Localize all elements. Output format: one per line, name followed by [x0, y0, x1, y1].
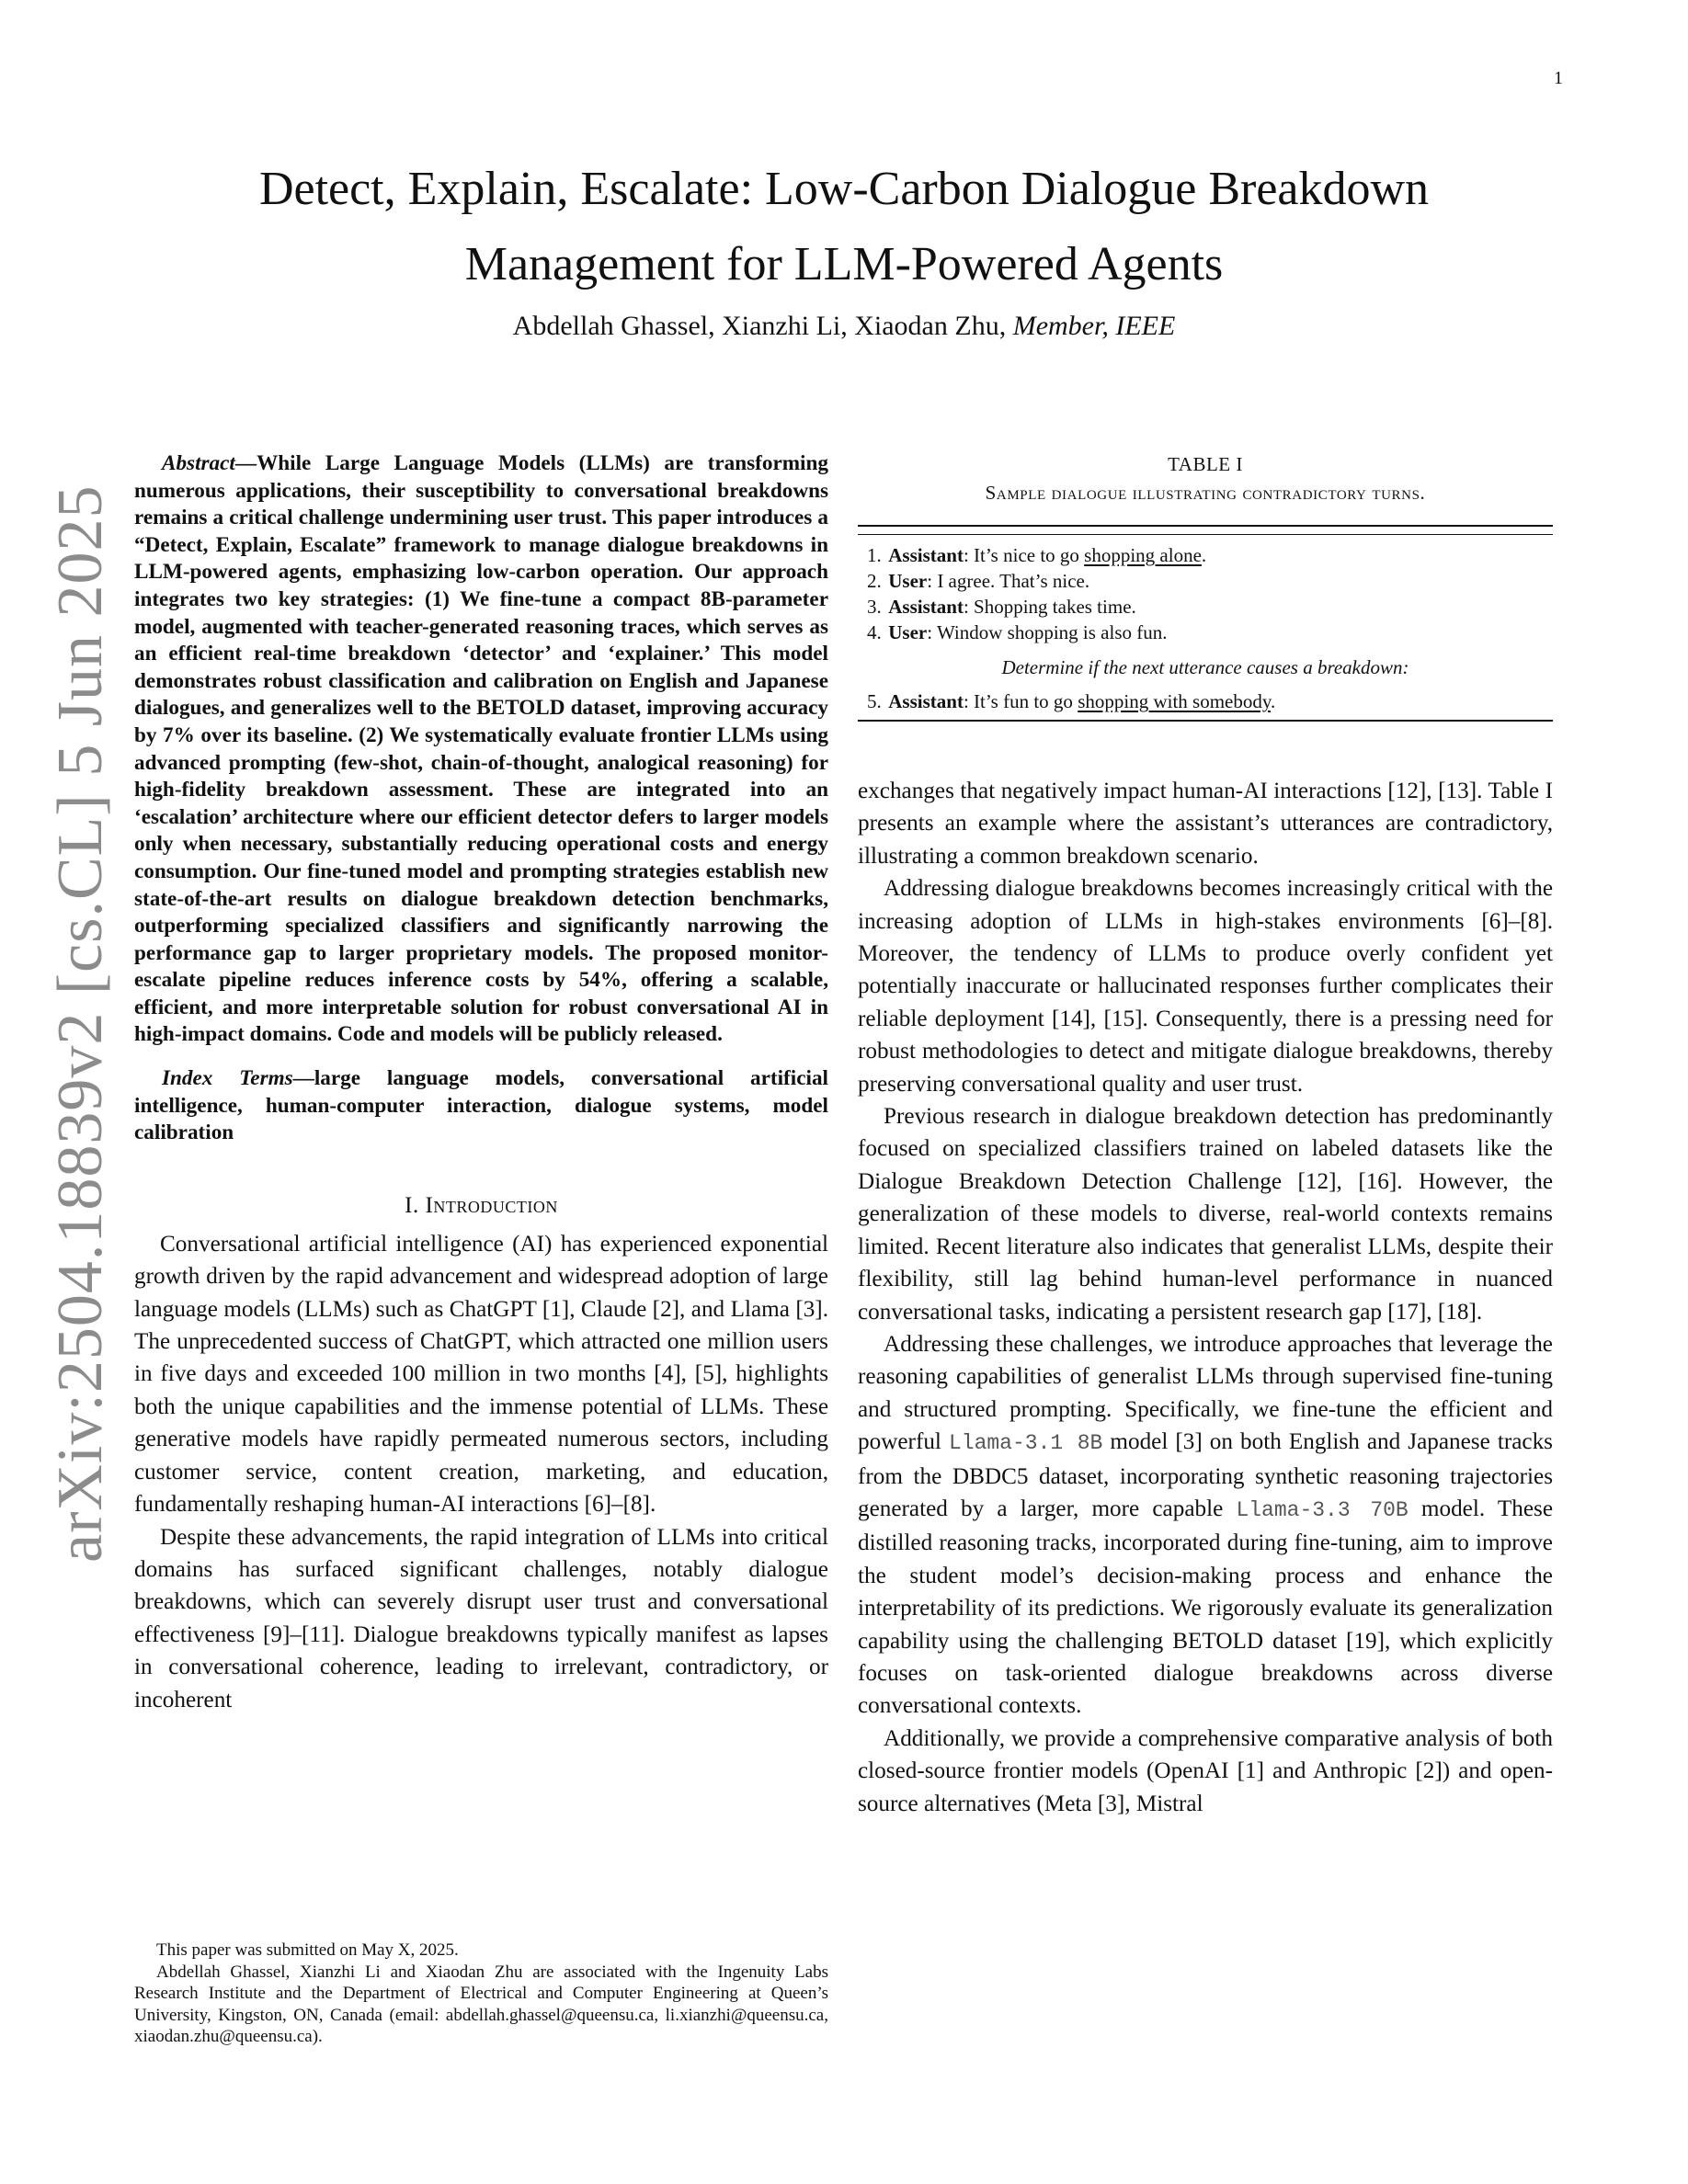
turn-number: 3.: [867, 596, 882, 618]
footnote: [134, 1939, 828, 2048]
paper-title: [165, 152, 1523, 302]
turn-highlight: shopping with somebody: [1078, 690, 1271, 712]
table-i: [858, 453, 1553, 722]
index-terms-label: Index Terms: [162, 1066, 293, 1091]
dialogue-turns: [867, 542, 1553, 645]
author-names: Abdellah Ghassel, Xianzhi Li, Xiaodan Zhu,: [512, 311, 1013, 341]
turn-number: 2.: [867, 570, 882, 592]
turn-highlight: shopping alone: [1084, 544, 1202, 566]
dialogue-turn: [867, 568, 1553, 594]
model-name-llama-70b: Llama-3.3 70B: [1236, 1497, 1409, 1522]
turn-text-end: .: [1201, 544, 1207, 566]
paragraph: Despite these advancements, the rapid integration of LLMs into critical domains has surfaced significant challenges, notably dialogue breakdowns, which can severely disrupt user trust and conversational effectiveness [9]–[11]. Dialogue breakdowns typically manifest as lapses in conversational coherence, leading to irrelevant, contradictory, or incoherent: [134, 1524, 828, 1712]
turn-text: : I agree. That’s nice.: [927, 570, 1090, 592]
paragraph: [858, 1328, 1553, 1723]
turn-speaker: Assistant: [888, 544, 964, 566]
section-rest: ntroduction: [433, 1192, 558, 1218]
text-run: Addressing these challenges, we introduce approaches that leverage the reasoning capabilities of generalist LLMs through supervised fine-tuning and structured prompting. Specifically, we fine-tune the efficient and powerful: [858, 1331, 1553, 1455]
author-membership: Member, IEEE: [1012, 311, 1176, 341]
turn-number: 4.: [867, 621, 882, 643]
table-prompt: Determine if the next utterance causes a breakdown:: [1001, 656, 1409, 678]
turn-text: : Shopping takes time.: [963, 596, 1136, 618]
turn-text: : It’s nice to go: [963, 544, 1085, 566]
dialogue-turn: [867, 542, 1553, 568]
dialogue-turn: [867, 620, 1553, 645]
index-terms-text: —large language models, conversational artificial intelligence, human-computer interaction, dialogue systems, model calibration: [134, 1066, 828, 1145]
turn-speaker: Assistant: [888, 596, 964, 618]
turn-speaker: User: [888, 621, 928, 643]
title-line-2: Management for LLM-Powered Agents: [464, 238, 1224, 290]
text-run: model. These distilled reasoning tracks, incorporated during fine-tuning, aim to improve the student model’s decision-making process and enhance the interpretability of its predictions. We rigorously evaluate its generalization capability using the challenging BETOLD dataset [19], which explicitly focuses on task-oriented dialogue breakdowns across diverse conversational contexts.: [858, 1496, 1553, 1719]
abstract-text: —While Large Language Models (LLMs) are transforming numerous applications, their susceptibility to conversational breakdowns remains a critical challenge undermining user trust. This paper introduces a “Detect, Explain, Escalate” framework to manage dialogue breakdowns in LLM-powered agents, emphasizing low-carbon operation. Our approach integrates two key strategies: (1) We fine-tune a compact 8B-parameter model, augmented with teacher-generated reasoning traces, which serves as an efficient real-time breakdown ‘detector’ and ‘explainer.’ This model demonstrates robust classification and calibration on English and Japanese dialogues, and generalizes well to the BETOLD dataset, improving accuracy by 7% over its baseline. (2) We systematically evaluate frontier LLMs using advanced prompting (few-shot, chain-of-thought, analogical reasoning) for high-fidelity breakdown assessment. These are integrated into an ‘escalation’ architecture where our efficient detector defers to larger models only when necessary, substantially reducing operational costs and energy consumption. Our fine-tuned model and prompting strategies establish new state-of-the-art results on dialogue breakdown detection benchmarks, outperforming specialized classifiers and significantly narrowing the performance gap to larger proprietary models. The proposed monitor-escalate pipeline reduces inference costs by 54%, offering a scalable, efficient, and more interpretable solution for robust conversational AI in high-impact domains. Code and models will be publicly released.: [134, 451, 828, 1047]
paragraph: Addressing dialogue breakdowns becomes increasingly critical with the increasing adoption of LLMs in high-stakes environments [6]–[8]. Moreover, the tendency of LLMs to produce overly confident yet potentially inaccurate or hallucinated responses further complicates their reliable deployment [14], [15]. Consequently, there is a pressing need for robust methodologies to detect and mitigate dialogue breakdowns, thereby preserving conversational quality and user trust.: [858, 876, 1553, 1097]
turn-speaker: User: [888, 570, 928, 592]
turn-text-end: .: [1271, 690, 1276, 712]
paragraph: Additionally, we provide a comprehensive comparative analysis of both closed-source frontier models (OpenAI [1] and Anthropic [2]) and open-source alternatives (Meta [3], Mistral: [858, 1725, 1553, 1816]
table-bottom-rule: [858, 720, 1553, 722]
section-heading-introduction: [134, 1193, 828, 1219]
paragraph: Conversational artificial intelligence (AI) has experienced exponential growth driven by the rapid advancement and widespread adoption of large language models (LLMs) such as ChatGPT [1], Claude [2], and Llama [3]. The unprecedented success of ChatGPT, which attracted one million users in five days and exceeded 100 million in two months [4], [5], highlights both the unique capabilities and the immense potential of LLMs. These generative models have rapidly permeated numerous sectors, including customer service, content creation, marketing, and education, fundamentally reshaping human-AI interactions [6]–[8].: [134, 1231, 828, 1518]
footnote-affiliation: Abdellah Ghassel, Xianzhi Li and Xiaodan Zhu are associated with the Ingenuity Labs Research Institute and the Department of Electrical and Computer Engineering at Queen’s University, Kingston, ON, Canada (email: abdellah.ghassel@queensu.ca, li.xianzhi@queensu.ca, xiaodan.zhu@queensu.ca).: [134, 1962, 828, 2047]
page-number: 1: [1554, 68, 1563, 88]
right-column: [858, 453, 1553, 1820]
section-first-letter: I: [425, 1192, 434, 1218]
text-run: model [3] on both English and Japanese tracks from the DBDC5 dataset, incorporating synthetic reasoning trajectories generated by a larger, more capable: [858, 1429, 1553, 1521]
paragraph: exchanges that negatively impact human-AI interactions [12], [13]. Table I presents an example where the assistant’s utterances are contradictory, illustrating a common breakdown scenario.: [858, 779, 1553, 869]
table-top-rule: [858, 525, 1553, 527]
index-terms: [134, 1065, 828, 1147]
arxiv-identifier-stamp: arXiv:2504.18839v2 [cs.CL] 5 Jun 2025: [45, 484, 116, 1563]
abstract-label: Abstract: [162, 451, 235, 475]
turn-number: 5.: [867, 690, 882, 712]
title-line-1: Detect, Explain, Escalate: Low-Carbon Dialogue Breakdown: [258, 163, 1430, 215]
turn-speaker: Assistant: [888, 690, 964, 712]
dialogue-final-turn: [867, 688, 1553, 714]
introduction-right-text: [858, 775, 1553, 1820]
abstract: [134, 450, 828, 1049]
section-numeral: I.: [405, 1192, 426, 1218]
left-column: [134, 450, 828, 1716]
table-caption: Sample dialogue illustrating contradictory turns.: [985, 482, 1426, 504]
turn-text: : Window shopping is also fun.: [927, 621, 1168, 643]
author-line: [165, 311, 1523, 342]
turn-text: : It’s fun to go: [963, 690, 1078, 712]
table-header-rule: [858, 534, 1553, 535]
paragraph: Previous research in dialogue breakdown detection has predominantly focused on specialized classifiers trained on labeled datasets like the Dialogue Breakdown Detection Challenge [12], [16]. However, the generalization of these models to diverse, real-world contexts remains limited. Recent literature also indicates that generalist LLMs, despite their flexibility, still lag behind human-level performance in nuanced conversational tasks, indicating a persistent research gap [17], [18].: [858, 1104, 1553, 1325]
turn-number: 1.: [867, 544, 882, 566]
footnote-submission: This paper was submitted on May X, 2025.: [156, 1940, 459, 1960]
model-name-llama-8b: Llama-3.1 8B: [948, 1431, 1103, 1456]
table-label: TABLE I: [1168, 453, 1243, 475]
dialogue-turn: [867, 688, 1553, 714]
introduction-left-text: [134, 1228, 828, 1716]
dialogue-turn: [867, 594, 1553, 620]
